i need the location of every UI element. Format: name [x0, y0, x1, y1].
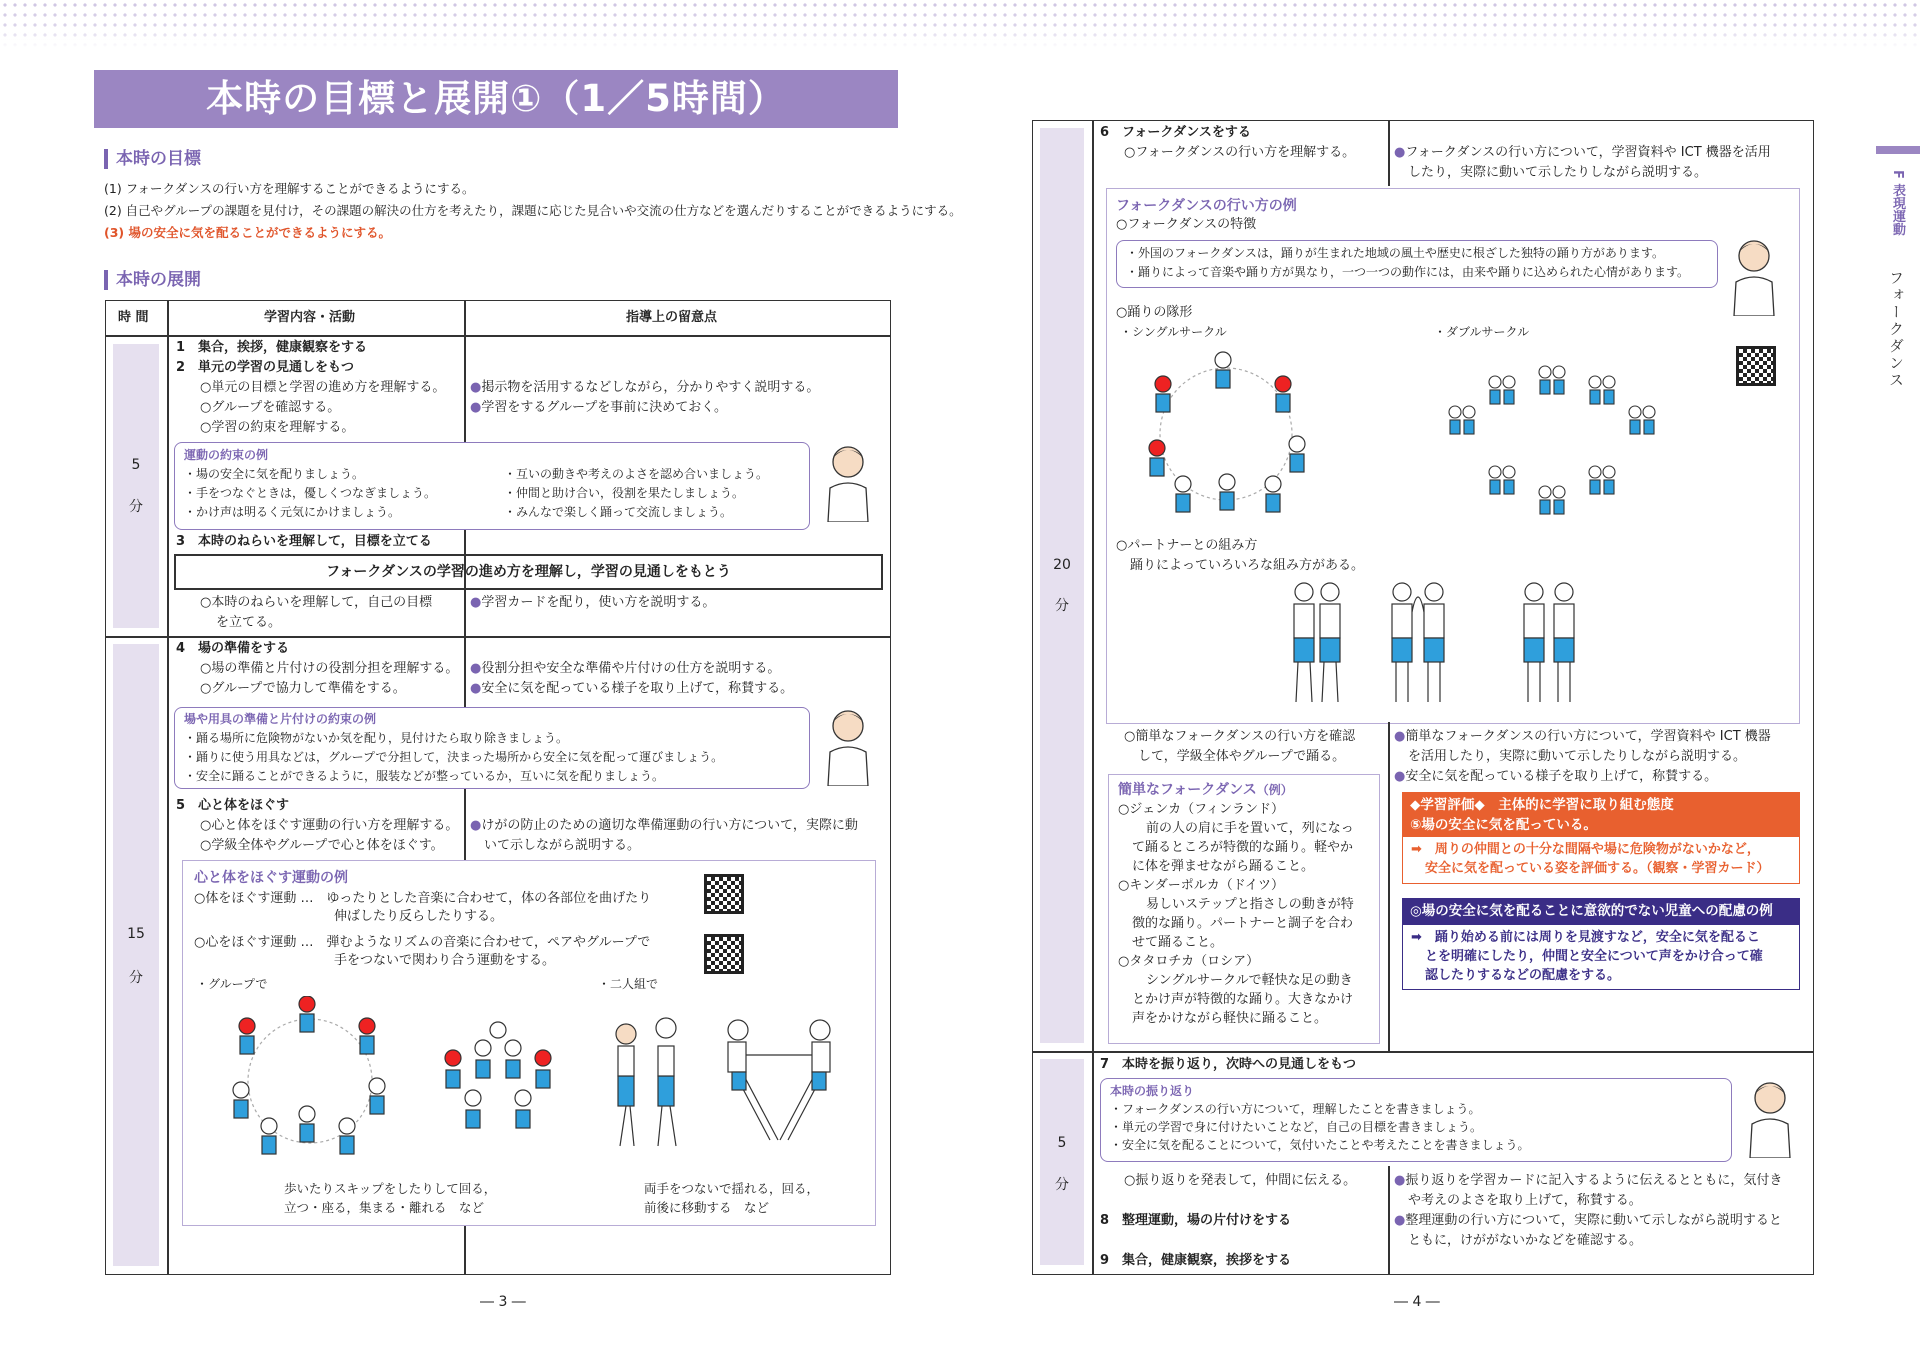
section-label: F 表現運動: [1890, 170, 1905, 236]
note-text: 整理運動の行い方について，実際に動いて示しながら説明すると: [1405, 1213, 1782, 1228]
caption: 立つ・座る，集まる・離れる など: [284, 1200, 485, 1215]
note-text: いて示しながら説明する。: [484, 838, 641, 853]
note-text: フォークダンスの行い方について，学習資料や ICT 機器を活用: [1405, 145, 1771, 160]
evaluation-text: ➡ 周りの仲間との十分な間隔や場に危険物がないかなど，: [1411, 842, 1760, 857]
note-text: 安全に気を配っている様子を取り上げて，称賛する。: [1405, 769, 1718, 784]
note: ●安全に気を配っている様子を取り上げて，称賛する。: [1394, 769, 1718, 784]
activity: ○心と体をほぐす運動の行い方を理解する。: [200, 818, 459, 833]
note-text: したり，実際に動いて示したりしながら説明する。: [1408, 165, 1708, 180]
activity: ○グループを確認する。: [200, 400, 341, 415]
col-notes: 指導上の留意点: [626, 310, 718, 325]
note-text: 役割分担や安全な準備や片付けの仕方を説明する。: [481, 661, 781, 676]
note: ●学習カードを配り，使い方を説明する。: [470, 595, 716, 610]
promise-item: ・かけ声は明るく元気にかけましょう。: [184, 505, 401, 519]
note-text: 掲示物を活用するなどしながら，分かりやすく説明する。: [481, 380, 820, 395]
warmup-line: ○心をほぐす運動 … 弾むようなリズムの音楽に合わせて，ペアやグループで: [194, 935, 651, 950]
pair-swing-illustration: [720, 1010, 840, 1150]
prep-rules-title: 場や用具の準備と片付けの約束の例: [184, 712, 377, 726]
note: ●掲示物を活用するなどしながら，分かりやすく説明する。: [470, 380, 820, 395]
warmup-line: ○体をほぐす運動 … ゆったりとした音楽に合わせて，体の各部位を曲げたり: [194, 891, 652, 906]
partner-heading: ○パートナーとの組み方: [1116, 538, 1258, 553]
time-cell-1: [113, 344, 159, 628]
promise-item: ・互いの動きや考えのよさを認め合いましょう。: [504, 467, 769, 481]
note-text: 安全に気を配っている様子を取り上げて，称賛する。: [481, 681, 794, 696]
teacher-illustration: [818, 704, 878, 786]
step-5: 5 心と体をほぐす: [176, 798, 290, 813]
group-label: ・グループで: [196, 977, 268, 991]
goal-2: (2) 自己やグループの課題を見付け，その課題の解決の仕方を考えたり，課題に応じた見合いや交流の仕方などを選んだりすることができるようにする。: [104, 203, 962, 218]
qr-code-icon[interactable]: [704, 874, 744, 914]
note-text: ともに，けががないかなどを確認する。: [1408, 1233, 1643, 1248]
teacher-illustration: [818, 440, 878, 522]
promise-item: ・みんなで楽しく踊って交流しましょう。: [504, 505, 733, 519]
support-body: [1402, 924, 1800, 990]
feature-heading: ○フォークダンスの特徴: [1116, 217, 1257, 232]
time-value: 5: [1057, 1135, 1067, 1151]
activity: して，学級全体やグループで踊る。: [1138, 749, 1346, 764]
dance-name: ○キンダーポルカ（ドイツ）: [1118, 878, 1285, 893]
activity: を立てる。: [216, 615, 282, 630]
promise-title: 運動の約束の例: [184, 448, 269, 462]
evaluation-header: [1402, 792, 1800, 836]
feature-line: ・踊りによって音楽や踊り方が異なり，一つ一つの動作には，由来や踊りに込められた心情があります。: [1126, 265, 1690, 279]
partner-positions-illustration: [1284, 578, 1644, 708]
plan-heading: 本時の展開: [104, 270, 201, 290]
dotted-header-pattern: [0, 0, 1920, 48]
warmup-line: 伸ばしたり反らしたりする。: [334, 909, 504, 924]
activity: ○単元の目標と学習の進め方を理解する。: [200, 380, 446, 395]
time-value: 15: [127, 926, 145, 942]
simple-dance-title: 簡単なフォークダンス: [1118, 782, 1257, 798]
note: ●学習をするグループを事前に決めておく。: [470, 400, 728, 415]
note: ●振り返りを学習カードに記入するように伝えるとともに，気付き: [1394, 1173, 1783, 1188]
group-gather-illustration: [426, 1010, 576, 1145]
step-2: 2 単元の学習の見通しをもつ: [176, 360, 355, 375]
note: ●役割分担や安全な準備や片付けの仕方を説明する。: [470, 661, 781, 676]
prep-rule: ・踊りに使う用具などは，グループで分担して，決まった場所から安全に気を配って運びましょう。: [184, 750, 724, 764]
pair-label: ・二人組で: [598, 977, 659, 991]
single-circle-label: ・シングルサークル: [1120, 325, 1227, 339]
time-cell-4: [1040, 1059, 1084, 1265]
activity: ○場の準備と片付けの役割分担を理解する。: [200, 661, 459, 676]
time-cell-3: [1040, 128, 1084, 1043]
group-circle-illustration: [200, 996, 420, 1166]
promise-item: ・場の安全に気を配りましょう。: [184, 467, 365, 481]
activity: ○グループで協力して準備をする。: [200, 681, 406, 696]
page-title: 本時の目標と展開①（1／5時間）: [94, 70, 898, 128]
time-cell-2: [113, 644, 159, 1266]
col-time: 時 間: [118, 310, 149, 325]
warmup-title: 心と体をほぐす運動の例: [194, 870, 348, 886]
dance-desc: 易しいステップと指さしの動きが特: [1146, 897, 1354, 912]
note-text: 学習カードを配り，使い方を説明する。: [481, 595, 716, 610]
qr-code-icon[interactable]: [704, 934, 744, 974]
caption: 両手をつないで揺れる，回る，: [644, 1181, 820, 1196]
page-number: ― 3 ―: [480, 1294, 526, 1310]
evaluation-criterion: ⑤場の安全に気を配っている。: [1410, 816, 1597, 833]
promise-item: ・仲間と助け合い，役割を果たしましょう。: [504, 486, 745, 500]
prep-rule: ・踊る場所に危険物がないか気を配り，見付けたら取り除きましょう。: [184, 731, 569, 745]
time-unit: 分: [1055, 1177, 1069, 1193]
support-header: ◎場の安全に気を配ることに意欲的でない児童への配慮の例: [1402, 898, 1800, 924]
formation-heading: ○踊りの隊形: [1116, 305, 1193, 320]
activity: ○本時のねらいを理解して，自己の目標: [200, 595, 433, 610]
time-value: 20: [1053, 557, 1071, 573]
note: ●整理運動の行い方について，実際に動いて示しながら説明すると: [1394, 1213, 1782, 1228]
reflection-title: 本時の振り返り: [1110, 1084, 1195, 1098]
activity: ○フォークダンスの行い方を理解する。: [1124, 145, 1356, 160]
lesson-aim: フォークダンスの学習の進め方を理解し，学習の見通しをもとう: [174, 554, 883, 590]
section-title: フォークダンス: [1887, 270, 1905, 389]
page-number: ― 4 ―: [1394, 1294, 1440, 1310]
note-text: を活用したり，実際に動いて示したりしながら説明する。: [1408, 749, 1747, 764]
double-circle-label: ・ダブルサークル: [1434, 325, 1530, 339]
double-circle-illustration: [1430, 350, 1680, 530]
support-text: ➡ 踊り始める前には周りを見渡すなど，安全に気を配るこ: [1411, 930, 1760, 945]
reflection-item: ・フォークダンスの行い方について，理解したことを書きましょう。: [1110, 1102, 1481, 1116]
goals-heading: 本時の目標: [104, 149, 201, 169]
note: ●けがの防止のための適切な準備運動の行い方について，実際に動: [470, 818, 858, 833]
dance-desc: 声をかけながら軽快に踊ること。: [1132, 1011, 1328, 1026]
note: ●フォークダンスの行い方について，学習資料や ICT 機器を活用: [1394, 145, 1771, 160]
dance-name: ○ジェンカ（フィンランド）: [1118, 802, 1285, 817]
dance-desc: て踊るところが特徴的な踊り。軽やか: [1132, 840, 1354, 855]
note: ●簡単なフォークダンスの行い方について，学習資料や ICT 機器: [1394, 729, 1771, 744]
feature-line: ・外国のフォークダンスは，踊りが生まれた地域の風土や歴史に根ざした独特の踊り方があります。: [1126, 246, 1664, 260]
dance-desc: シングルサークルで軽快な足の動き: [1146, 973, 1353, 988]
support-text: 認したりするなどの配慮をする。: [1425, 967, 1621, 983]
promise-item: ・手をつなぐときは，優しくつなぎましょう。: [184, 486, 437, 500]
note: ●安全に気を配っている様子を取り上げて，称賛する。: [470, 681, 794, 696]
time-unit: 分: [129, 499, 143, 515]
note-text: 学習をするグループを事前に決めておく。: [481, 400, 728, 415]
evaluation-text: 安全に気を配っている姿を評価する。（観察・学習カード）: [1425, 860, 1770, 876]
goal-3: (3) 場の安全に気を配ることができるようにする。: [104, 225, 391, 240]
time-unit: 分: [1055, 598, 1069, 614]
dance-desc: とかけ声が特徴的な踊り。大きなかけ: [1132, 992, 1354, 1007]
pair-hands-illustration: [600, 1006, 700, 1156]
goal-1: (1) フォークダンスの行い方を理解することができるようにする。: [104, 181, 475, 196]
activity: ○簡単なフォークダンスの行い方を確認: [1124, 729, 1356, 744]
col-content: 学習内容・活動: [264, 310, 356, 325]
caption: 歩いたりスキップをしたりして回る，: [284, 1181, 497, 1196]
step-1: 1 集合，挨拶，健康観察をする: [176, 340, 368, 355]
evaluation-body: [1402, 836, 1800, 884]
note-text: けがの防止のための適切な準備運動の行い方について，実際に動: [481, 818, 858, 833]
teacher-illustration: [1724, 234, 1784, 316]
dance-desc: せて踊ること。: [1132, 935, 1224, 950]
step-3: 3 本時のねらいを理解して，目標を立てる: [176, 534, 432, 549]
activity: ○学級全体やグループで心と体をほぐす。: [200, 838, 444, 853]
section-tab: [1876, 146, 1920, 154]
reflection-item: ・単元の学習で身に付けたいことなど，自己の目標を書きましょう。: [1110, 1120, 1483, 1134]
teacher-illustration: [1740, 1076, 1800, 1158]
note-text: 簡単なフォークダンスの行い方について，学習資料や ICT 機器: [1405, 729, 1771, 744]
warmup-line: 手をつないで関わり合う運動をする。: [334, 953, 556, 968]
dance-desc: に体を弾ませながら踊ること。: [1132, 859, 1315, 874]
step-4: 4 場の準備をする: [176, 641, 290, 656]
activity: ○振り返りを発表して，仲間に伝える。: [1124, 1173, 1357, 1188]
step-6: 6 フォークダンスをする: [1100, 125, 1251, 140]
evaluation-title: ◆学習評価◆ 主体的に学習に取り組む態度: [1410, 797, 1674, 813]
simple-dance-example: （例）: [1256, 783, 1293, 797]
folkdance-example-title: フォークダンスの行い方の例: [1116, 198, 1297, 214]
dance-desc: 徴的な踊り。パートナーと調子を合わ: [1132, 916, 1354, 931]
step-9: 9 集合，健康観察，挨拶をする: [1100, 1253, 1292, 1268]
note-text: 振り返りを学習カードに記入するように伝えるとともに，気付き: [1405, 1173, 1783, 1188]
note-text: や考えのよさを取り上げて，称賛する。: [1408, 1193, 1642, 1208]
reflection-item: ・安全に気を配ることについて，気付いたことや考えたことを書きましょう。: [1110, 1138, 1530, 1152]
step-7: 7 本時を振り返り，次時への見通しをもつ: [1100, 1057, 1357, 1072]
time-unit: 分: [129, 970, 143, 986]
activity: ○学習の約束を理解する。: [200, 420, 355, 435]
support-text: とを明確にしたり，仲間と安全について声をかけ合って確: [1425, 948, 1763, 964]
qr-code-icon[interactable]: [1736, 346, 1776, 386]
time-value: 5: [131, 457, 141, 473]
dance-name: ○タタロチカ（ロシア）: [1118, 954, 1260, 969]
partner-text: 踊りによっていろいろな組み方がある。: [1130, 558, 1365, 573]
caption: 前後に移動する など: [644, 1200, 770, 1215]
single-circle-illustration: [1126, 344, 1326, 524]
step-8: 8 整理運動，場の片付けをする: [1100, 1213, 1292, 1228]
prep-rule: ・安全に踊ることができるように，服装などが整っているか，互いに気を配りましょう。: [184, 769, 665, 783]
dance-desc: 前の人の肩に手を置いて，列になっ: [1146, 821, 1354, 836]
